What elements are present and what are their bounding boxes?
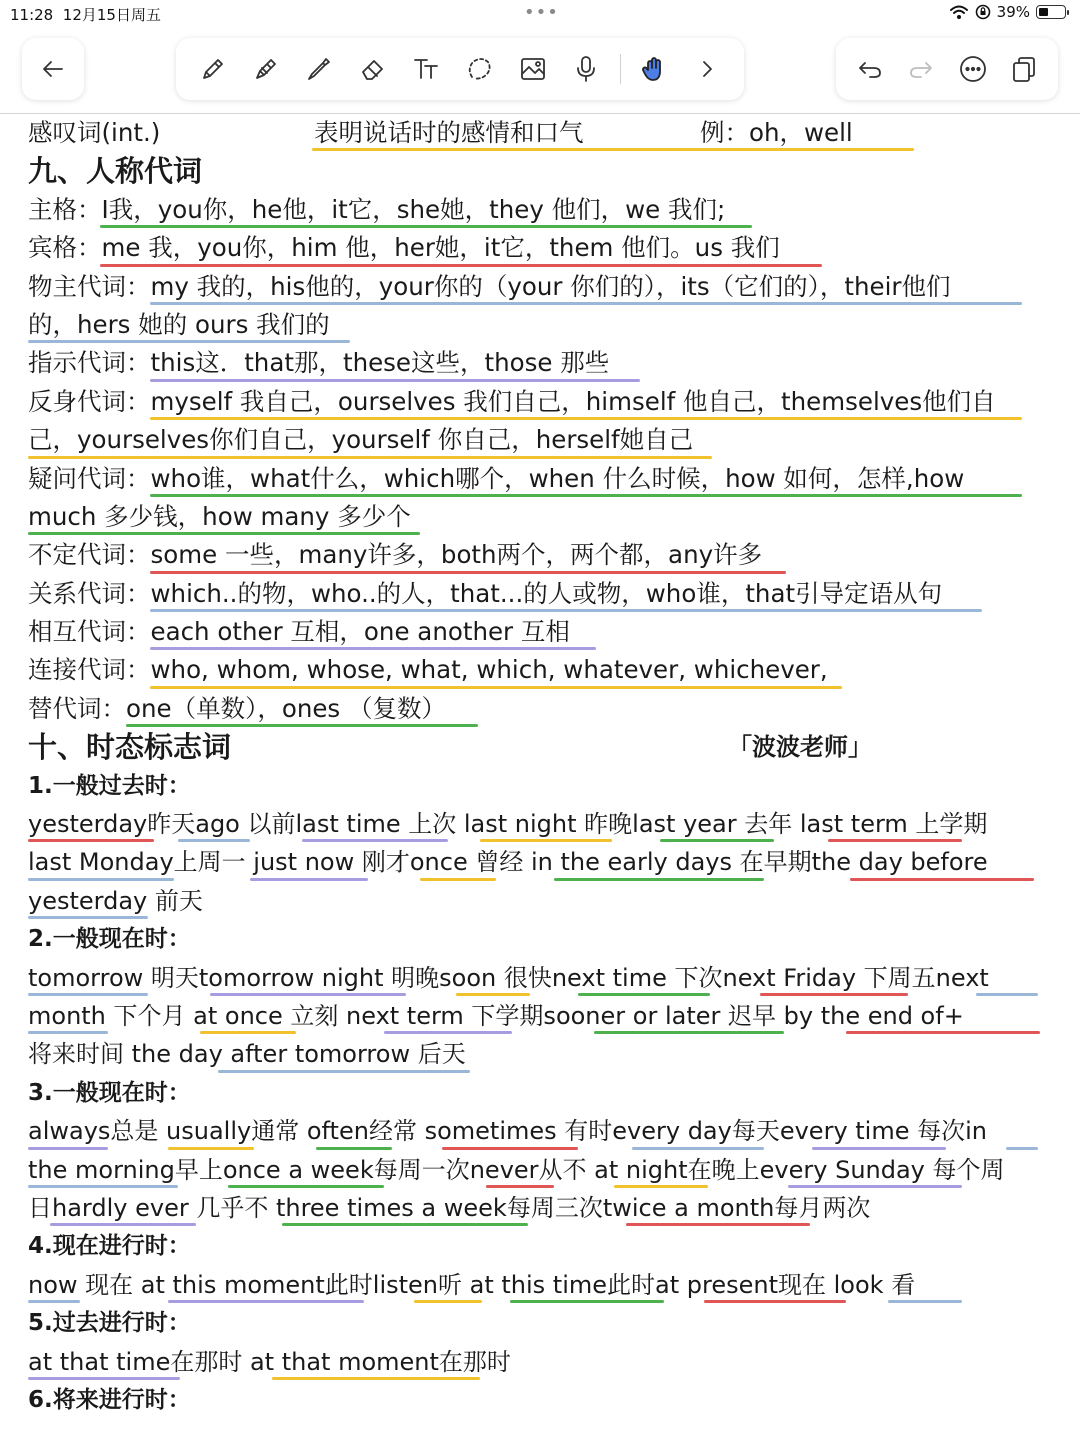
note-text: 物主代词：my 我的，his他的，your你的（your 你们的），its（它们的），their他们 (28, 271, 951, 301)
note-text: 主格：I我，you你，he他，it它，she她，they 他们，we 我们; (28, 194, 726, 224)
note-text: 表明说话时的感情和口气 (314, 118, 584, 147)
note-line (28, 383, 1058, 421)
microphone-icon[interactable] (566, 49, 606, 89)
note-text: much 多少钱，how many 多少个 (28, 501, 411, 531)
undo-icon[interactable] (850, 49, 890, 89)
note-text: 疑问代词：who谁，what什么，which哪个，when 什么时候，how 如何，怎样,how (28, 463, 965, 493)
note-line (28, 1112, 1058, 1150)
note-text: 指示代词：this这．that那，these这些，those 那些 (28, 348, 610, 378)
note-text: last Monday上周一 just now 刚才once 曾经 in the early days 在早期the day before (28, 848, 988, 877)
status-date: 12月15日周五 (62, 6, 161, 24)
subsection-heading: 1.一般过去时： (28, 772, 191, 799)
note-toolbar (0, 28, 1080, 114)
pencil-icon[interactable] (193, 49, 233, 89)
note-text: 反身代词：myself 我自己，ourselves 我们自己，himself 他自己，themselves他们自 (28, 386, 996, 416)
note-page[interactable] (28, 114, 1058, 1419)
note-line (28, 575, 1058, 613)
note-text: 宾格：me 我，you你，him 他，her她，it它，them 他们。us 我们 (28, 233, 780, 263)
note-line (28, 882, 1058, 920)
note-text: 将来时间 the day after tomorrow 后天 (28, 1040, 466, 1069)
image-icon[interactable] (513, 49, 553, 89)
more-icon[interactable] (953, 49, 993, 89)
note-text: 相互代词：each other 互相，one another 互相 (28, 617, 570, 647)
subsection-heading: 2.一般现在时： (28, 926, 191, 953)
note-text: 替代词：one（单数），ones （复数） (28, 693, 446, 723)
note-line (28, 191, 1058, 229)
orientation-lock-icon (975, 4, 991, 20)
text-icon[interactable] (406, 49, 446, 89)
note-line (28, 421, 1058, 459)
redo-icon[interactable] (901, 49, 941, 89)
note-line (28, 651, 1058, 689)
marker-icon[interactable] (299, 49, 339, 89)
note-line (28, 843, 1058, 881)
note-line (28, 1266, 1058, 1304)
note-text: always总是 usually通常 often经常 sometimes 有时every day每天every time 每次in (28, 1117, 988, 1146)
note-line (28, 690, 1058, 728)
arrow-left-icon[interactable] (33, 49, 73, 89)
note-line (28, 460, 1058, 498)
note-line (28, 1189, 1058, 1227)
note-text: 日hardly ever 几乎不 three times a week每周三次twice a month每月两次 (28, 1193, 871, 1222)
pages-icon[interactable] (1004, 49, 1044, 89)
lasso-icon[interactable] (459, 49, 499, 89)
battery-percent: 39% (996, 3, 1030, 21)
highlighter-icon[interactable] (246, 49, 286, 89)
note-line (28, 268, 1058, 306)
note-text: now 现在 at this moment此时listen听 at this time此时at present现在 look 看 (28, 1270, 916, 1299)
status-bar (0, 0, 1080, 28)
note-line (28, 498, 1058, 536)
note-line (28, 229, 1058, 267)
note-text: 己，yourselves你们自己，yourself 你自己，herself她自己 (28, 425, 694, 455)
action-palette (836, 38, 1058, 100)
note-text: at that time在那时 at that moment在那时 (28, 1347, 511, 1376)
subsection-heading: 6.将来进行时： (28, 1386, 191, 1413)
subsection-heading: 3.一般现在时： (28, 1079, 191, 1106)
note-line (28, 1343, 1058, 1381)
note-text: 关系代词：which..的物，who..的人，that...的人或物，who谁，that引导定语从句 (28, 578, 943, 608)
note-line (28, 306, 1058, 344)
subsection-heading: 4.现在进行时： (28, 1233, 191, 1260)
wifi-icon (949, 4, 969, 20)
note-text: tomorrow 明天tomorrow night 明晚soon 很快next time 下次next Friday 下周五next (28, 963, 989, 992)
note-text: 例：oh，well (700, 118, 853, 147)
note-text: 的，hers 她的 ours 我们的 (28, 309, 330, 339)
battery-icon (1036, 5, 1066, 19)
eraser-icon[interactable] (353, 49, 393, 89)
signature: 「波波老师」 (728, 733, 872, 762)
note-text: 连接代词：who, whom, whose, what, which, whatever, whichever, (28, 655, 828, 685)
chevron-right-icon[interactable] (687, 49, 727, 89)
note-text: month 下个月 at once 立刻 next term 下学期sooner or later 迟早 by the end of+ (28, 1001, 964, 1030)
note-text: 不定代词：some 一些，many许多，both两个，两个都，any许多 (28, 540, 763, 570)
note-text: yesterday昨天ago 以前last time 上次 last night 昨晚last year 去年 last term 上学期 (28, 810, 988, 839)
tool-palette (176, 38, 744, 100)
note-line (28, 1151, 1058, 1189)
note-line (28, 536, 1058, 574)
multitask-dots-icon[interactable]: ••• (524, 2, 559, 23)
back-button[interactable] (22, 38, 84, 100)
note-line (28, 805, 1058, 843)
status-time: 11:28 12月15日周五 (10, 6, 161, 24)
section-heading: 十、时态标志词 「波波老师」 (28, 728, 1058, 766)
subsection-heading: 5.过去进行时： (28, 1310, 191, 1337)
toolbar-divider (620, 54, 621, 84)
note-text: 感叹词(int.) (28, 118, 161, 147)
section-heading: 九、人称代词 (28, 154, 203, 189)
note-line (28, 959, 1058, 997)
note-line (28, 613, 1058, 651)
note-line (28, 344, 1058, 382)
note-text: the morning早上once a week每周一次never从不 at night在晚上every Sunday 每个周 (28, 1155, 1005, 1184)
note-line (28, 1035, 1058, 1073)
note-line (28, 997, 1058, 1035)
hand-icon[interactable] (634, 49, 674, 89)
note-text: yesterday 前天 (28, 886, 203, 915)
note-line (28, 114, 1058, 152)
